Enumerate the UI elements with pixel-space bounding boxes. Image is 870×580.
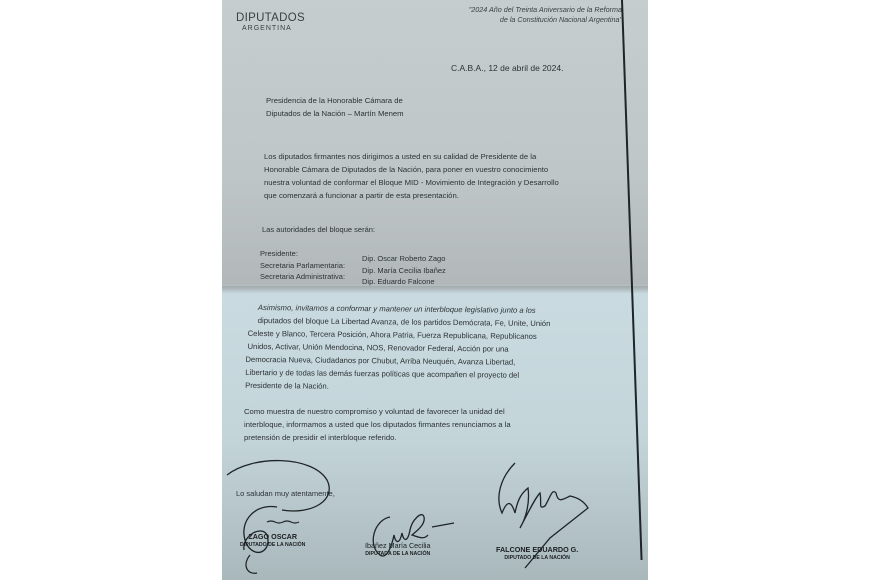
paragraph-intro (264, 150, 559, 202)
paragraph-line: Presidente de la Nación. (245, 380, 329, 391)
paragraph-line: que comenzará a funcionar a partir de esta presentación. (264, 191, 459, 200)
letterhead-country: ARGENTINA (242, 25, 292, 32)
paragraph-line: Libertario y de todas las demás fuerzas políticas que acompañen el proyecto del (245, 367, 520, 380)
letterhead-institution: DIPUTADOS (236, 12, 305, 24)
signatory-name: ZAGO OSCAR (248, 532, 298, 541)
name-president: Dip. Oscar Roberto Zago (362, 254, 446, 263)
paragraph-renounce (244, 405, 511, 444)
signature-zago-scribble (222, 455, 352, 580)
paragraph-line: Unidos, Activar, Unión Mendocina, NOS, Renovador Federal, Acción por una (247, 341, 509, 354)
name-parliamentary-secretary: Dip. María Cecilia Ibañez (362, 265, 446, 275)
role-president: Presidente: (260, 249, 298, 258)
paragraph-line: Los diputados firmantes nos dirigimos a usted en su calidad de Presidente de la (264, 152, 537, 161)
addressee-line-2: Diputados de la Nación – Martín Menem (266, 109, 404, 118)
addressee (266, 94, 404, 120)
paragraph-line: Celeste y Blanco, Tercera Posición, Ahora Patria, Fuerza Republicana, Republicanos (247, 328, 537, 341)
paragraph-line: interbloque, informamos a usted que los diputados firmantes renunciamos a la (244, 420, 511, 429)
paragraph-line: nuestra voluntad de conformar el Bloque MID - Movimiento de Integración y Desarrollo (264, 178, 559, 187)
closing-salutation: Lo saludan muy atentamente, (236, 489, 335, 498)
signatory-title: DIPUTADO DE LA NACIÓN (504, 555, 570, 561)
letter-photo (222, 0, 648, 580)
signatory-title: DIPUTADA DE LA NACIÓN (365, 551, 431, 557)
role-parliamentary-secretary: Secretaria Parlamentaria: (260, 260, 346, 270)
addressee-line-1: Presidencia de la Honorable Cámara de (266, 96, 403, 105)
role-administrative-secretary: Secretaria Administrativa: (260, 272, 346, 281)
paragraph-line: Como muestra de nuestro compromiso y voluntad de favorecer la unidad del (244, 407, 505, 416)
paragraph-interbloque (245, 301, 551, 395)
paragraph-line: diputados del bloque La Libertad Avanza, de los partidos Demócrata, Fe, Unite, Unión (257, 315, 551, 329)
signature-block-ibanez (365, 542, 431, 558)
letter-date: C.A.B.A., 12 de abril de 2024. (451, 63, 564, 73)
paragraph-line: Honorable Cámara de Diputados de la Nación, para poner en vuestro conocimiento (264, 165, 549, 174)
motto-line-1: "2024 Año del Treinta Aniversario de la Reforma (468, 5, 622, 14)
signatory-title: DIPUTADO DE LA NACIÓN (240, 542, 306, 548)
signature-block-falcone (496, 546, 578, 562)
signatory-name: FALCONE EDUARDO G. (496, 545, 579, 554)
signatory-name: Ibañez María Cecilia (365, 541, 431, 550)
authorities-intro: Las autoridades del bloque serán: (262, 225, 375, 234)
sheet-edge (621, 0, 643, 560)
authorities-roles (260, 248, 345, 283)
paragraph-line: pretensión de presidir el interbloque referido. (244, 433, 397, 442)
motto-line-2: de la Constitución Nacional Argentina" (499, 15, 622, 24)
paragraph-line: Democracia Nueva, Ciudadanos por Chubut, Arriba Neuquén, Avanza Libertad, (245, 354, 516, 367)
paragraph-line: Asimismo, invitamos a conformar y mantener un interbloque legislativo junto a los (257, 302, 536, 315)
name-administrative-secretary: Dip. Eduardo Falcone (362, 277, 435, 286)
signature-block-zago (240, 533, 305, 549)
letterhead-motto (469, 5, 622, 25)
authorities-names (362, 253, 446, 288)
